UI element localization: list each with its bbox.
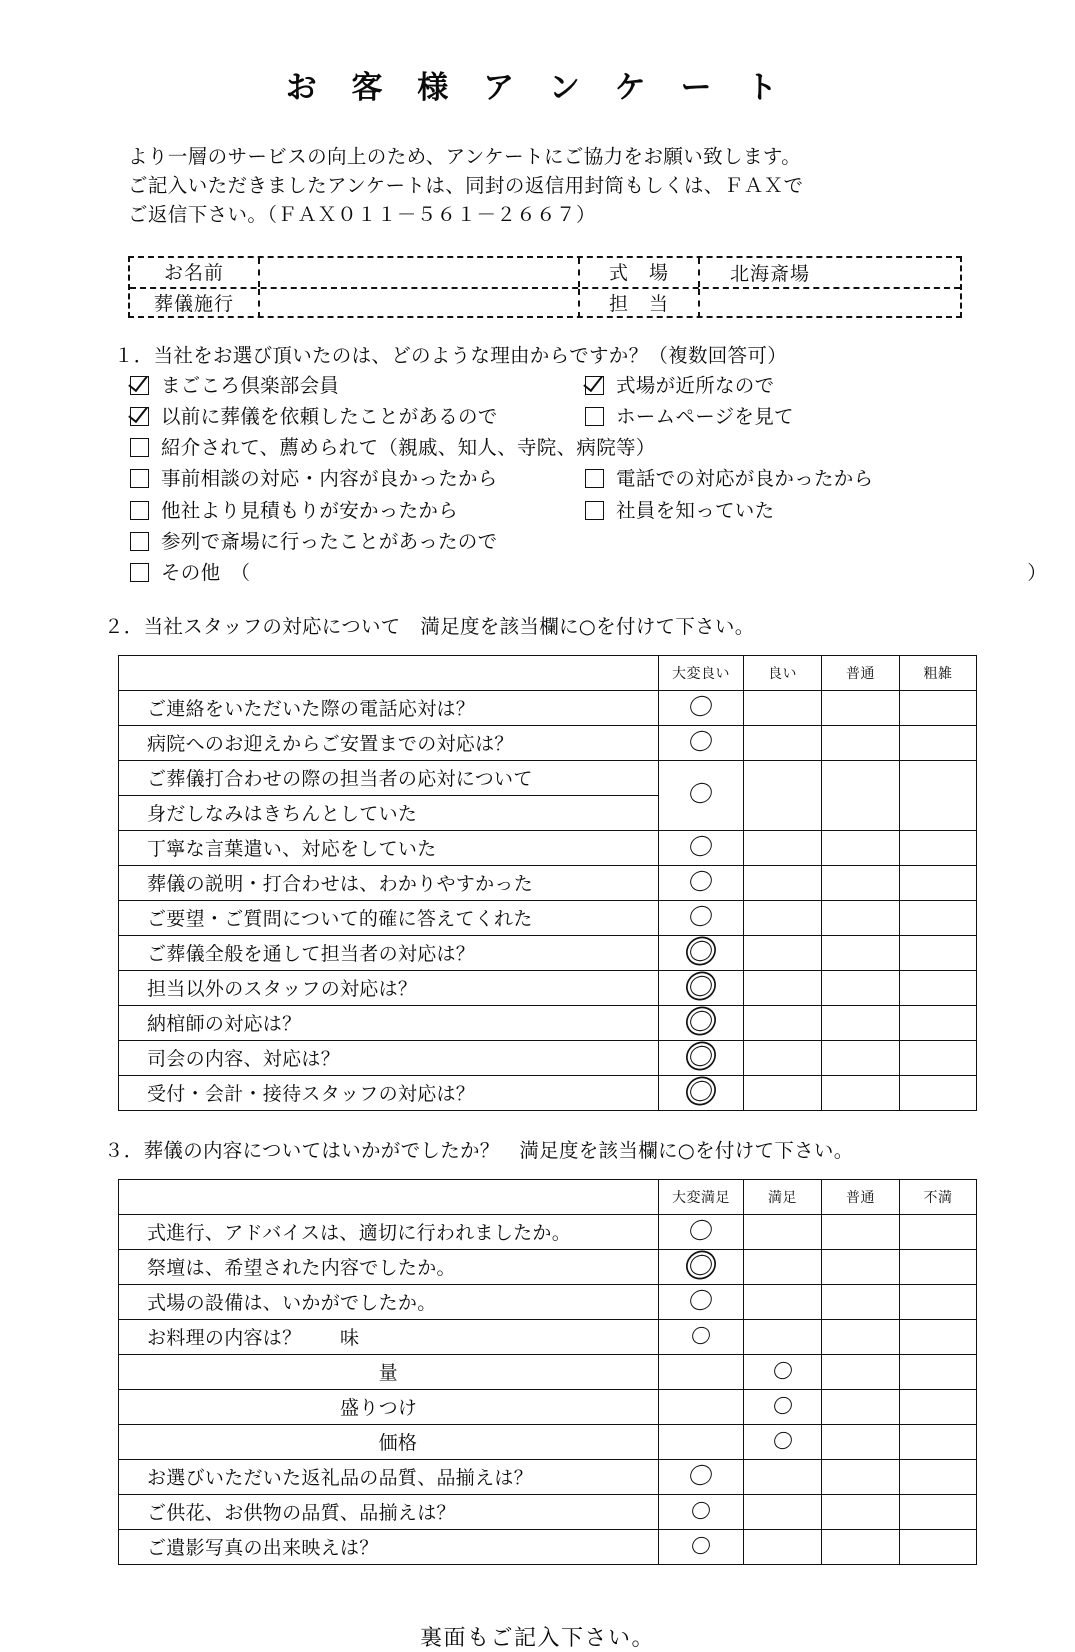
- q2-answer-2-1[interactable]: [744, 761, 822, 831]
- q1-option-homepage[interactable]: ホームページを見て: [585, 402, 794, 431]
- q1-option-member[interactable]: まごころ倶楽部会員: [130, 371, 585, 400]
- circle-mark-icon: [689, 1218, 713, 1242]
- q3-answer-4-0[interactable]: [659, 1355, 744, 1390]
- circle-mark-icon: [773, 1361, 793, 1382]
- q3-answer-0-1[interactable]: [744, 1215, 822, 1250]
- q1-option-other-close: ）: [1027, 561, 1047, 585]
- q2-answer-4-3[interactable]: [900, 831, 977, 866]
- table-row: [119, 936, 977, 971]
- q1-option-cheaper-quote[interactable]: 他社より見積もりが安かったから: [130, 496, 585, 525]
- question-1: [114, 340, 1075, 588]
- q3-answer-0-3[interactable]: [900, 1215, 977, 1250]
- q2-row-label-3: 身だしなみはきちんとしていた: [119, 796, 659, 831]
- q2-answer-8-0[interactable]: [659, 971, 744, 1006]
- table-row: [119, 831, 977, 866]
- q2-answer-10-3[interactable]: [900, 1041, 977, 1076]
- q3-answer-3-3[interactable]: [900, 1320, 977, 1355]
- double-circle-mark-icon: [689, 1009, 713, 1033]
- q3-answer-1-1[interactable]: [744, 1250, 822, 1285]
- q3-answer-6-0[interactable]: [659, 1425, 744, 1460]
- q1-option-knew-staff[interactable]: 社員を知っていた: [585, 496, 774, 525]
- q3-answer-5-1[interactable]: [744, 1390, 822, 1425]
- q2-answer-11-1[interactable]: [744, 1076, 822, 1111]
- q2-answer-11-3[interactable]: [900, 1076, 977, 1111]
- q2-answer-1-2[interactable]: [822, 726, 900, 761]
- service-label: 葬儀施行: [130, 289, 260, 318]
- q2-answer-4-2[interactable]: [822, 831, 900, 866]
- checkbox-icon[interactable]: [585, 376, 604, 395]
- q3-answer-1-0[interactable]: [659, 1250, 744, 1285]
- q3-answer-8-0[interactable]: [659, 1495, 744, 1530]
- q2-answer-6-1[interactable]: [744, 901, 822, 936]
- q2-answer-7-3[interactable]: [900, 936, 977, 971]
- q1-option-previous-funeral[interactable]: 以前に葬儀を依頼したことがあるので: [130, 402, 585, 431]
- q3-row-label-5: 盛りつけ: [119, 1390, 659, 1425]
- q2-header-col-1: 良い: [744, 656, 822, 691]
- q3-answer-2-0[interactable]: [659, 1285, 744, 1320]
- q3-answer-5-3[interactable]: [900, 1390, 977, 1425]
- q3-answer-3-2[interactable]: [822, 1320, 900, 1355]
- q2-header-blank: [119, 656, 659, 691]
- q2-answer-0-3[interactable]: [900, 691, 977, 726]
- circle-mark-icon: [689, 1463, 713, 1487]
- q2-answer-4-0[interactable]: [659, 831, 744, 866]
- q3-header-col-3: 不満: [900, 1180, 977, 1215]
- question-3-table: [118, 1179, 977, 1565]
- q3-answer-9-0[interactable]: [659, 1530, 744, 1565]
- double-circle-mark-icon: [689, 974, 713, 998]
- double-circle-mark-icon: [689, 1044, 713, 1068]
- q2-answer-2-0[interactable]: [659, 761, 744, 831]
- q3-answer-8-3[interactable]: [900, 1495, 977, 1530]
- q2-header-col-3: 粗雑: [900, 656, 977, 691]
- q2-answer-9-3[interactable]: [900, 1006, 977, 1041]
- checkbox-icon[interactable]: [585, 407, 604, 426]
- q1-option-referral[interactable]: 紹介されて、薦められて（親戚、知人、寺院、病院等）: [130, 433, 656, 462]
- info-row-name: [130, 258, 960, 287]
- q2-answer-0-2[interactable]: [822, 691, 900, 726]
- q3-answer-0-2[interactable]: [822, 1215, 900, 1250]
- table-row: [119, 1285, 977, 1320]
- question-1-title: １．当社をお選び頂いたのは、どのような理由からですか？（複数回答可）: [114, 343, 788, 367]
- q2-answer-1-0[interactable]: [659, 726, 744, 761]
- q3-row-label-6: 価格: [119, 1425, 659, 1460]
- q2-header-col-0: 大変良い: [659, 656, 744, 691]
- checkbox-icon[interactable]: [130, 438, 149, 457]
- circle-mark-icon: [773, 1396, 793, 1417]
- q3-answer-7-3[interactable]: [900, 1460, 977, 1495]
- q2-answer-8-1[interactable]: [744, 971, 822, 1006]
- question-2-title: ２．当社スタッフの対応について 満足度を該当欄に○を付けて下さい。: [104, 615, 755, 639]
- q3-answer-6-1[interactable]: [744, 1425, 822, 1460]
- checkbox-icon[interactable]: [130, 469, 149, 488]
- circle-mark-icon: [689, 694, 713, 718]
- table-row: [119, 1041, 977, 1076]
- q2-answer-8-3[interactable]: [900, 971, 977, 1006]
- q2-answer-9-1[interactable]: [744, 1006, 822, 1041]
- table-header-row: [119, 1180, 977, 1215]
- q2-answer-11-2[interactable]: [822, 1076, 900, 1111]
- q3-answer-0-0[interactable]: [659, 1215, 744, 1250]
- q3-answer-3-1[interactable]: [744, 1320, 822, 1355]
- q2-row-label-5: 葬儀の説明・打合わせは、わかりやすかった: [119, 866, 659, 901]
- q2-row-label-4: 丁寧な言葉遣い、対応をしていた: [119, 831, 659, 866]
- q2-answer-10-2[interactable]: [822, 1041, 900, 1076]
- q2-answer-1-3[interactable]: [900, 726, 977, 761]
- q2-answer-6-0[interactable]: [659, 901, 744, 936]
- q3-answer-9-2[interactable]: [822, 1530, 900, 1565]
- q2-answer-11-0[interactable]: [659, 1076, 744, 1111]
- q3-answer-4-1[interactable]: [744, 1355, 822, 1390]
- q3-answer-2-2[interactable]: [822, 1285, 900, 1320]
- q2-row-label-2: ご葬儀打合わせの際の担当者の応対について: [119, 761, 659, 796]
- q2-answer-8-2[interactable]: [822, 971, 900, 1006]
- q2-answer-2-2[interactable]: [822, 761, 900, 831]
- q3-row-label-0: 式進行、アドバイスは、適切に行われましたか。: [119, 1215, 659, 1250]
- q2-answer-2-3[interactable]: [900, 761, 977, 831]
- q2-row-label-9: 納棺師の対応は？: [119, 1006, 659, 1041]
- intro-paragraph: [128, 143, 1075, 230]
- q2-row-label-7: ご葬儀全般を通して担当者の対応は？: [119, 936, 659, 971]
- q2-answer-7-1[interactable]: [744, 936, 822, 971]
- q1-row-3: [130, 433, 1075, 462]
- q3-answer-9-3[interactable]: [900, 1530, 977, 1565]
- page-title: お 客 様 ア ン ケ ー ト: [285, 70, 790, 106]
- table-row: [119, 1250, 977, 1285]
- q3-answer-7-0[interactable]: [659, 1460, 744, 1495]
- q3-answer-6-3[interactable]: [900, 1425, 977, 1460]
- q3-answer-2-3[interactable]: [900, 1285, 977, 1320]
- q3-row-label-4: 量: [119, 1355, 659, 1390]
- checkbox-icon[interactable]: [585, 501, 604, 520]
- q2-answer-6-3[interactable]: [900, 901, 977, 936]
- circle-mark-icon: [691, 1536, 711, 1557]
- table-row: [119, 1425, 977, 1460]
- q2-answer-6-2[interactable]: [822, 901, 900, 936]
- circle-mark-icon: [689, 1288, 713, 1312]
- q3-answer-4-3[interactable]: [900, 1355, 977, 1390]
- q3-answer-4-2[interactable]: [822, 1355, 900, 1390]
- table-row: [119, 761, 977, 796]
- intro-line-2: ご記入いただきましたアンケートは、同封の返信用封筒もしくは、ＦＡＸで: [128, 173, 804, 197]
- q3-row-label-1: 祭壇は、希望された内容でしたか。: [119, 1250, 659, 1285]
- q2-answer-0-0[interactable]: [659, 691, 744, 726]
- table-row: [119, 1390, 977, 1425]
- q2-answer-9-2[interactable]: [822, 1006, 900, 1041]
- q2-answer-5-3[interactable]: [900, 866, 977, 901]
- q3-answer-3-0[interactable]: [659, 1320, 744, 1355]
- q3-answer-6-2[interactable]: [822, 1425, 900, 1460]
- q3-row-label-7: お選びいただいた返礼品の品質、品揃えは？: [119, 1460, 659, 1495]
- q1-row-1: [130, 371, 1075, 400]
- venue-field[interactable]: 北海斎場: [730, 262, 811, 285]
- q2-answer-0-1[interactable]: [744, 691, 822, 726]
- venue-label: 式 場: [580, 258, 700, 287]
- q1-option-phone-response[interactable]: 電話での対応が良かったから: [585, 464, 873, 493]
- table-row: [119, 901, 977, 936]
- service-field[interactable]: [260, 289, 580, 318]
- q3-row-label-9: ご遺影写真の出来映えは？: [119, 1530, 659, 1565]
- q3-answer-8-1[interactable]: [744, 1495, 822, 1530]
- q1-row-5: [130, 496, 1075, 525]
- table-header-row: [119, 656, 977, 691]
- q2-answer-7-0[interactable]: [659, 936, 744, 971]
- q2-answer-10-1[interactable]: [744, 1041, 822, 1076]
- customer-info-box: [128, 256, 962, 318]
- q2-row-label-11: 受付・会計・接待スタッフの対応は？: [119, 1076, 659, 1111]
- circle-mark-icon: [691, 1501, 711, 1522]
- staff-label: 担 当: [580, 289, 700, 318]
- q3-answer-7-1[interactable]: [744, 1460, 822, 1495]
- q3-answer-5-2[interactable]: [822, 1390, 900, 1425]
- question-1-options: [130, 371, 1075, 588]
- q3-answer-7-2[interactable]: [822, 1460, 900, 1495]
- q3-answer-2-1[interactable]: [744, 1285, 822, 1320]
- q2-answer-7-2[interactable]: [822, 936, 900, 971]
- q2-row-label-10: 司会の内容、対応は？: [119, 1041, 659, 1076]
- table-row: [119, 1320, 977, 1355]
- q3-answer-5-0[interactable]: [659, 1390, 744, 1425]
- table-row: [119, 1006, 977, 1041]
- table-row: [119, 1076, 977, 1111]
- q2-answer-5-0[interactable]: [659, 866, 744, 901]
- q1-option-nearby-venue[interactable]: 式場が近所なので: [585, 371, 774, 400]
- table-row: [119, 1215, 977, 1250]
- q3-answer-1-2[interactable]: [822, 1250, 900, 1285]
- q3-header-blank: [119, 1180, 659, 1215]
- q3-row-label-2: 式場の設備は、いかがでしたか。: [119, 1285, 659, 1320]
- table-row: [119, 866, 977, 901]
- q2-answer-5-2[interactable]: [822, 866, 900, 901]
- table-row: [119, 1355, 977, 1390]
- q3-answer-8-2[interactable]: [822, 1495, 900, 1530]
- q3-row-label-3: お料理の内容は？ 味: [119, 1320, 659, 1355]
- q3-answer-1-3[interactable]: [900, 1250, 977, 1285]
- circle-mark-icon: [689, 781, 713, 805]
- q2-header-col-2: 普通: [822, 656, 900, 691]
- double-circle-mark-icon: [689, 1079, 713, 1103]
- checkbox-icon[interactable]: [130, 376, 149, 395]
- q3-header-col-1: 満足: [744, 1180, 822, 1215]
- checkbox-icon[interactable]: [585, 469, 604, 488]
- q2-answer-9-0[interactable]: [659, 1006, 744, 1041]
- q2-answer-4-1[interactable]: [744, 831, 822, 866]
- circle-mark-icon: [773, 1431, 793, 1452]
- table-row: [119, 726, 977, 761]
- name-field[interactable]: [260, 258, 580, 287]
- name-label: お名前: [130, 258, 260, 287]
- intro-line-1: より一層のサービスの向上のため、アンケートにご協力をお願い致します。: [128, 145, 802, 168]
- table-row: [119, 691, 977, 726]
- q3-row-label-8: ご供花、お供物の品質、品揃えは？: [119, 1495, 659, 1530]
- circle-mark-icon: [691, 1326, 711, 1347]
- q1-row-4: [130, 464, 1075, 493]
- q1-option-attended-before[interactable]: 参列で斎場に行ったことがあったので: [130, 527, 497, 556]
- double-circle-mark-icon: [689, 1253, 713, 1277]
- checkbox-icon[interactable]: [130, 532, 149, 551]
- circle-mark-icon: [689, 729, 713, 753]
- checkbox-icon[interactable]: [130, 563, 149, 582]
- q2-row-label-8: 担当以外のスタッフの対応は？: [119, 971, 659, 1006]
- circle-mark-icon: [689, 834, 713, 858]
- question-3-title: ３．葬儀の内容についてはいかがでしたか？ 満足度を該当欄に○を付けて下さい。: [104, 1139, 854, 1163]
- q2-row-label-0: ご連絡をいただいた際の電話応対は？: [119, 691, 659, 726]
- staff-field[interactable]: [700, 289, 960, 318]
- q3-header-col-2: 普通: [822, 1180, 900, 1215]
- circle-mark-icon: [689, 869, 713, 893]
- q2-answer-10-0[interactable]: [659, 1041, 744, 1076]
- circle-mark-icon: [689, 904, 713, 928]
- checkbox-icon[interactable]: [130, 501, 149, 520]
- table-row: [119, 971, 977, 1006]
- question-2-table: [118, 655, 977, 1111]
- table-row: [119, 1460, 977, 1495]
- q1-option-other[interactable]: その他 （ ）: [130, 558, 1075, 587]
- q2-row-label-6: ご要望・ご質問について的確に答えてくれた: [119, 901, 659, 936]
- footer-note: 裏面もご記入下さい。: [419, 1626, 655, 1652]
- q1-option-pre-consultation[interactable]: 事前相談の対応・内容が良かったから: [130, 464, 585, 493]
- q1-row-6: [130, 527, 1075, 556]
- q2-answer-1-1[interactable]: [744, 726, 822, 761]
- q3-header-col-0: 大変満足: [659, 1180, 744, 1215]
- checkbox-icon[interactable]: [130, 407, 149, 426]
- questionnaire-page: [0, 62, 1075, 1652]
- q1-row-2: [130, 402, 1075, 431]
- q1-row-7: [130, 558, 1075, 587]
- table-row: [119, 1530, 977, 1565]
- double-circle-mark-icon: [689, 939, 713, 963]
- q2-answer-5-1[interactable]: [744, 866, 822, 901]
- table-row: [119, 1495, 977, 1530]
- q3-answer-9-1[interactable]: [744, 1530, 822, 1565]
- intro-line-3: ご返信下さい。（ＦＡＸ０１１－５６１－２６６７）: [128, 202, 596, 226]
- q2-row-label-1: 病院へのお迎えからご安置までの対応は？: [119, 726, 659, 761]
- info-row-service: [130, 287, 960, 318]
